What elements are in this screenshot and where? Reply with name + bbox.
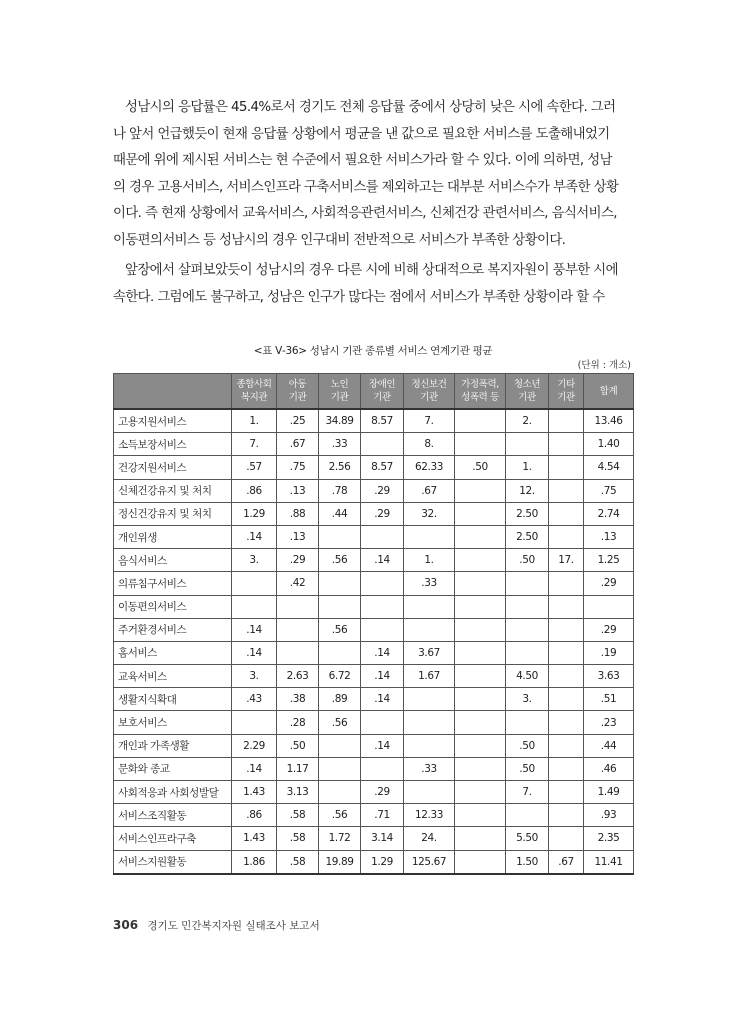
table-cell: 1.43 xyxy=(232,781,277,804)
table-row xyxy=(114,502,634,525)
table-cell xyxy=(506,641,549,664)
table-row xyxy=(114,618,634,641)
table-cell: .42 xyxy=(277,572,319,595)
table-cell xyxy=(584,595,634,618)
table-cell: .44 xyxy=(319,502,361,525)
table-row xyxy=(114,456,634,479)
paragraph-1 xyxy=(113,95,639,254)
table-cell: .50 xyxy=(455,456,506,479)
table-cell: .14 xyxy=(232,757,277,780)
table-cell: .13 xyxy=(277,525,319,548)
table-cell xyxy=(506,572,549,595)
text-line: 앞장에서 살펴보았듯이 성남시의 경우 다른 시에 비해 상대적으로 복지자원이 풍부한 시에 xyxy=(125,263,618,278)
table-cell: .28 xyxy=(277,711,319,734)
table-cell xyxy=(549,734,584,757)
table-cell: 8.57 xyxy=(361,456,404,479)
table-cell xyxy=(455,479,506,502)
table-cell xyxy=(455,734,506,757)
table-cell xyxy=(455,641,506,664)
table-cell: 1. xyxy=(506,456,549,479)
table-cell: .50 xyxy=(506,734,549,757)
table-cell xyxy=(549,595,584,618)
report-title: 경기도 민간복지자원 실태조사 보고서 xyxy=(147,920,320,932)
table-row xyxy=(114,665,634,688)
table-cell xyxy=(549,827,584,850)
table-cell: 34.89 xyxy=(319,409,361,433)
table-cell: .14 xyxy=(232,618,277,641)
table-cell xyxy=(319,572,361,595)
table-row xyxy=(114,688,634,711)
table-row xyxy=(114,827,634,850)
table-cell: .58 xyxy=(277,850,319,874)
table-cell: .75 xyxy=(277,456,319,479)
table-cell xyxy=(549,711,584,734)
table-cell xyxy=(404,734,455,757)
table-cell xyxy=(404,688,455,711)
table-cell: 11.41 xyxy=(584,850,634,874)
table-cell: 8. xyxy=(404,433,455,456)
text-line: 속한다. 그럼에도 불구하고, 성남은 인구가 많다는 점에서 서비스가 부족한 상황이라 할 수 xyxy=(113,289,605,305)
table-cell xyxy=(319,781,361,804)
table-cell: .43 xyxy=(232,688,277,711)
row-label: 이동편의서비스 xyxy=(114,595,232,618)
table-cell xyxy=(549,572,584,595)
table-cell xyxy=(455,409,506,433)
page-footer xyxy=(113,918,320,933)
table-cell: .67 xyxy=(549,850,584,874)
table-cell: .88 xyxy=(277,502,319,525)
table-cell xyxy=(506,618,549,641)
table-cell xyxy=(549,409,584,433)
table-cell: .14 xyxy=(232,525,277,548)
table-cell: .50 xyxy=(277,734,319,757)
text-line: 나 앞서 언급했듯이 현재 응답률 상황에서 평균을 낸 값으로 필요한 서비스를 도출해내었기 xyxy=(113,126,610,142)
table-cell: 3. xyxy=(232,549,277,572)
text-line: 의 경우 고용서비스, 서비스인프라 구축서비스를 제외하고는 대부분 서비스수가 부족한 상황 xyxy=(113,179,619,195)
table-cell xyxy=(549,502,584,525)
table-cell: 1.72 xyxy=(319,827,361,850)
table-cell xyxy=(549,757,584,780)
table-cell: .89 xyxy=(319,688,361,711)
table-cell: .33 xyxy=(404,757,455,780)
row-label: 의류침구서비스 xyxy=(114,572,232,595)
table-cell: 2.35 xyxy=(584,827,634,850)
table-cell xyxy=(549,618,584,641)
table-cell: 3.63 xyxy=(584,665,634,688)
table-cell: .38 xyxy=(277,688,319,711)
table-cell xyxy=(455,525,506,548)
table-cell: 8.57 xyxy=(361,409,404,433)
table-cell xyxy=(455,502,506,525)
table-cell xyxy=(549,479,584,502)
table-row xyxy=(114,757,634,780)
table-cell: 19.89 xyxy=(319,850,361,874)
table-cell: .56 xyxy=(319,711,361,734)
table-row xyxy=(114,641,634,664)
table-cell xyxy=(404,781,455,804)
table-cell: .29 xyxy=(277,549,319,572)
table-cell xyxy=(361,618,404,641)
table-header-row xyxy=(114,374,634,410)
table-caption: <표 Ⅴ-36> 성남시 기관 종류별 서비스 연계기관 평균 xyxy=(253,345,493,357)
table-cell: 2.29 xyxy=(232,734,277,757)
table-row xyxy=(114,549,634,572)
table-cell: .71 xyxy=(361,804,404,827)
table-cell xyxy=(361,433,404,456)
table-cell: .86 xyxy=(232,804,277,827)
table-cell xyxy=(361,595,404,618)
table-cell: .86 xyxy=(232,479,277,502)
table-cell xyxy=(404,711,455,734)
table-cell xyxy=(319,734,361,757)
table-cell xyxy=(455,665,506,688)
text-line: 이다. 즉 현재 상황에서 교육서비스, 사회적응관련서비스, 신체건강 관련서비스, 음식서비스, xyxy=(113,206,617,221)
table-cell: .46 xyxy=(584,757,634,780)
table-cell: 1.67 xyxy=(404,665,455,688)
table-cell: 62.33 xyxy=(404,456,455,479)
row-label: 주거환경서비스 xyxy=(114,618,232,641)
table-cell: .57 xyxy=(232,456,277,479)
column-header: 합계 xyxy=(584,374,634,410)
table-cell: .13 xyxy=(584,525,634,548)
column-header: 장애인 기관 xyxy=(361,374,404,410)
table-cell: .56 xyxy=(319,804,361,827)
column-header: 아동 기관 xyxy=(277,374,319,410)
table-cell: .78 xyxy=(319,479,361,502)
table-cell xyxy=(455,618,506,641)
table-cell xyxy=(506,433,549,456)
table-cell: 3.67 xyxy=(404,641,455,664)
table-cell: 3. xyxy=(506,688,549,711)
row-label: 건강지원서비스 xyxy=(114,456,232,479)
table-row xyxy=(114,850,634,874)
table-cell: .14 xyxy=(361,549,404,572)
row-label: 서비스지원활동 xyxy=(114,850,232,874)
table-row xyxy=(114,804,634,827)
table-cell xyxy=(404,595,455,618)
row-label: 교육서비스 xyxy=(114,665,232,688)
table-cell: .56 xyxy=(319,618,361,641)
row-label: 보호서비스 xyxy=(114,711,232,734)
table-cell xyxy=(455,757,506,780)
table-cell xyxy=(549,525,584,548)
table-row xyxy=(114,781,634,804)
table-cell: .50 xyxy=(506,549,549,572)
table-cell: 12.33 xyxy=(404,804,455,827)
column-header: 가정폭력, 성폭력 등 xyxy=(455,374,506,410)
table-cell: 1.50 xyxy=(506,850,549,874)
text-line: 이동편의서비스 등 성남시의 경우 인구대비 전반적으로 서비스가 부족한 상황이다. xyxy=(113,232,566,248)
table-cell xyxy=(455,549,506,572)
column-header: 노인 기관 xyxy=(319,374,361,410)
table-cell: .13 xyxy=(277,479,319,502)
table-cell: .29 xyxy=(361,502,404,525)
table-cell: .50 xyxy=(506,757,549,780)
table-cell: 1.86 xyxy=(232,850,277,874)
table-cell xyxy=(361,711,404,734)
table-cell: 5.50 xyxy=(506,827,549,850)
table-cell: 2.50 xyxy=(506,502,549,525)
table-cell xyxy=(455,433,506,456)
table-row xyxy=(114,572,634,595)
table-cell xyxy=(549,456,584,479)
table-cell: 6.72 xyxy=(319,665,361,688)
table-cell: 12. xyxy=(506,479,549,502)
table-cell: 1.49 xyxy=(584,781,634,804)
row-label: 소득보장서비스 xyxy=(114,433,232,456)
table-cell: .29 xyxy=(584,618,634,641)
table-cell xyxy=(232,572,277,595)
text-line: 성남시의 응답률은 45.4%로서 경기도 전체 응답률 중에서 상당히 낮은 시에 속한다. 그러 xyxy=(125,100,616,115)
table-cell xyxy=(319,595,361,618)
table-cell: 1.17 xyxy=(277,757,319,780)
table-cell: 2.63 xyxy=(277,665,319,688)
table-cell xyxy=(549,665,584,688)
column-header: 기타 기관 xyxy=(549,374,584,410)
data-table xyxy=(113,373,634,875)
table-cell: .19 xyxy=(584,641,634,664)
table-row xyxy=(114,595,634,618)
table-cell: 2.56 xyxy=(319,456,361,479)
row-label: 신체건강유지 및 처치 xyxy=(114,479,232,502)
table-cell xyxy=(455,595,506,618)
column-header: 청소년 기관 xyxy=(506,374,549,410)
table-cell: 2.74 xyxy=(584,502,634,525)
table-cell: .14 xyxy=(232,641,277,664)
table-cell xyxy=(361,525,404,548)
table-cell: 24. xyxy=(404,827,455,850)
table-cell: 1.40 xyxy=(584,433,634,456)
table-unit: (단위 : 개소) xyxy=(577,360,631,371)
page-number: 306 xyxy=(113,918,139,932)
table-cell xyxy=(506,711,549,734)
table-cell: .14 xyxy=(361,734,404,757)
table-cell xyxy=(361,572,404,595)
row-label: 정신건강유지 및 처치 xyxy=(114,502,232,525)
table-cell xyxy=(319,525,361,548)
table-cell: .14 xyxy=(361,641,404,664)
column-header: 종합사회 복지관 xyxy=(232,374,277,410)
table-cell: .67 xyxy=(404,479,455,502)
table-cell: .25 xyxy=(277,409,319,433)
table-cell: 32. xyxy=(404,502,455,525)
table-cell xyxy=(277,618,319,641)
table-row xyxy=(114,734,634,757)
table-cell xyxy=(455,688,506,711)
table-cell: 125.67 xyxy=(404,850,455,874)
table-cell xyxy=(506,804,549,827)
table-cell: 1.29 xyxy=(361,850,404,874)
table-cell: .67 xyxy=(277,433,319,456)
table-cell: .93 xyxy=(584,804,634,827)
table-cell xyxy=(404,525,455,548)
table-cell xyxy=(455,711,506,734)
table-cell xyxy=(549,781,584,804)
table-cell: 13.46 xyxy=(584,409,634,433)
row-label: 서비스조직활동 xyxy=(114,804,232,827)
table-cell: .58 xyxy=(277,804,319,827)
table-cell: 2. xyxy=(506,409,549,433)
table-cell xyxy=(361,757,404,780)
table-cell xyxy=(455,850,506,874)
table-cell: 2.50 xyxy=(506,525,549,548)
table-cell xyxy=(549,433,584,456)
table-row xyxy=(114,433,634,456)
column-header: 정신보건 기관 xyxy=(404,374,455,410)
row-label: 개인위생 xyxy=(114,525,232,548)
table-cell: 3. xyxy=(232,665,277,688)
table-cell: 1. xyxy=(232,409,277,433)
table-cell: .51 xyxy=(584,688,634,711)
table-cell: .29 xyxy=(361,781,404,804)
row-label: 생활지식확대 xyxy=(114,688,232,711)
table-cell: 3.13 xyxy=(277,781,319,804)
table-cell: 1.25 xyxy=(584,549,634,572)
table-cell xyxy=(455,827,506,850)
table-cell: .33 xyxy=(319,433,361,456)
table-cell: 1.29 xyxy=(232,502,277,525)
row-label: 홈서비스 xyxy=(114,641,232,664)
table-cell: 1. xyxy=(404,549,455,572)
row-label: 서비스인프라구축 xyxy=(114,827,232,850)
table-cell xyxy=(232,711,277,734)
table-cell xyxy=(455,804,506,827)
table-cell xyxy=(277,595,319,618)
table-cell: .14 xyxy=(361,688,404,711)
table-cell: .29 xyxy=(361,479,404,502)
table-cell: 1.43 xyxy=(232,827,277,850)
table-cell: 7. xyxy=(404,409,455,433)
table-row xyxy=(114,479,634,502)
table-cell: 17. xyxy=(549,549,584,572)
table-cell: 4.54 xyxy=(584,456,634,479)
table-cell xyxy=(277,641,319,664)
table-cell: 3.14 xyxy=(361,827,404,850)
table-cell xyxy=(319,641,361,664)
table-cell: .44 xyxy=(584,734,634,757)
table-cell xyxy=(549,688,584,711)
table-cell xyxy=(319,757,361,780)
table-cell: .29 xyxy=(584,572,634,595)
table-cell: 7. xyxy=(232,433,277,456)
row-label: 문화와 종교 xyxy=(114,757,232,780)
row-label: 음식서비스 xyxy=(114,549,232,572)
column-header xyxy=(114,374,232,410)
table-cell xyxy=(455,781,506,804)
table-cell: .23 xyxy=(584,711,634,734)
table-cell: .56 xyxy=(319,549,361,572)
table-row xyxy=(114,409,634,433)
table-cell xyxy=(549,804,584,827)
table-cell: .14 xyxy=(361,665,404,688)
table-cell xyxy=(506,595,549,618)
row-label: 고용지원서비스 xyxy=(114,409,232,433)
row-label: 개인과 가족생활 xyxy=(114,734,232,757)
paragraph-2 xyxy=(113,258,639,311)
table-row xyxy=(114,711,634,734)
row-label: 사회적응과 사회성발달 xyxy=(114,781,232,804)
table-cell xyxy=(549,641,584,664)
table-cell: .75 xyxy=(584,479,634,502)
table-row xyxy=(114,525,634,548)
table-cell: .33 xyxy=(404,572,455,595)
table-cell xyxy=(455,572,506,595)
table-cell: 7. xyxy=(506,781,549,804)
text-line: 때문에 위에 제시된 서비스는 현 수준에서 필요한 서비스가라 할 수 있다. 이에 의하면, 성남 xyxy=(113,153,612,168)
table-cell xyxy=(232,595,277,618)
table-cell: .58 xyxy=(277,827,319,850)
table-cell xyxy=(404,618,455,641)
table-cell: 4.50 xyxy=(506,665,549,688)
